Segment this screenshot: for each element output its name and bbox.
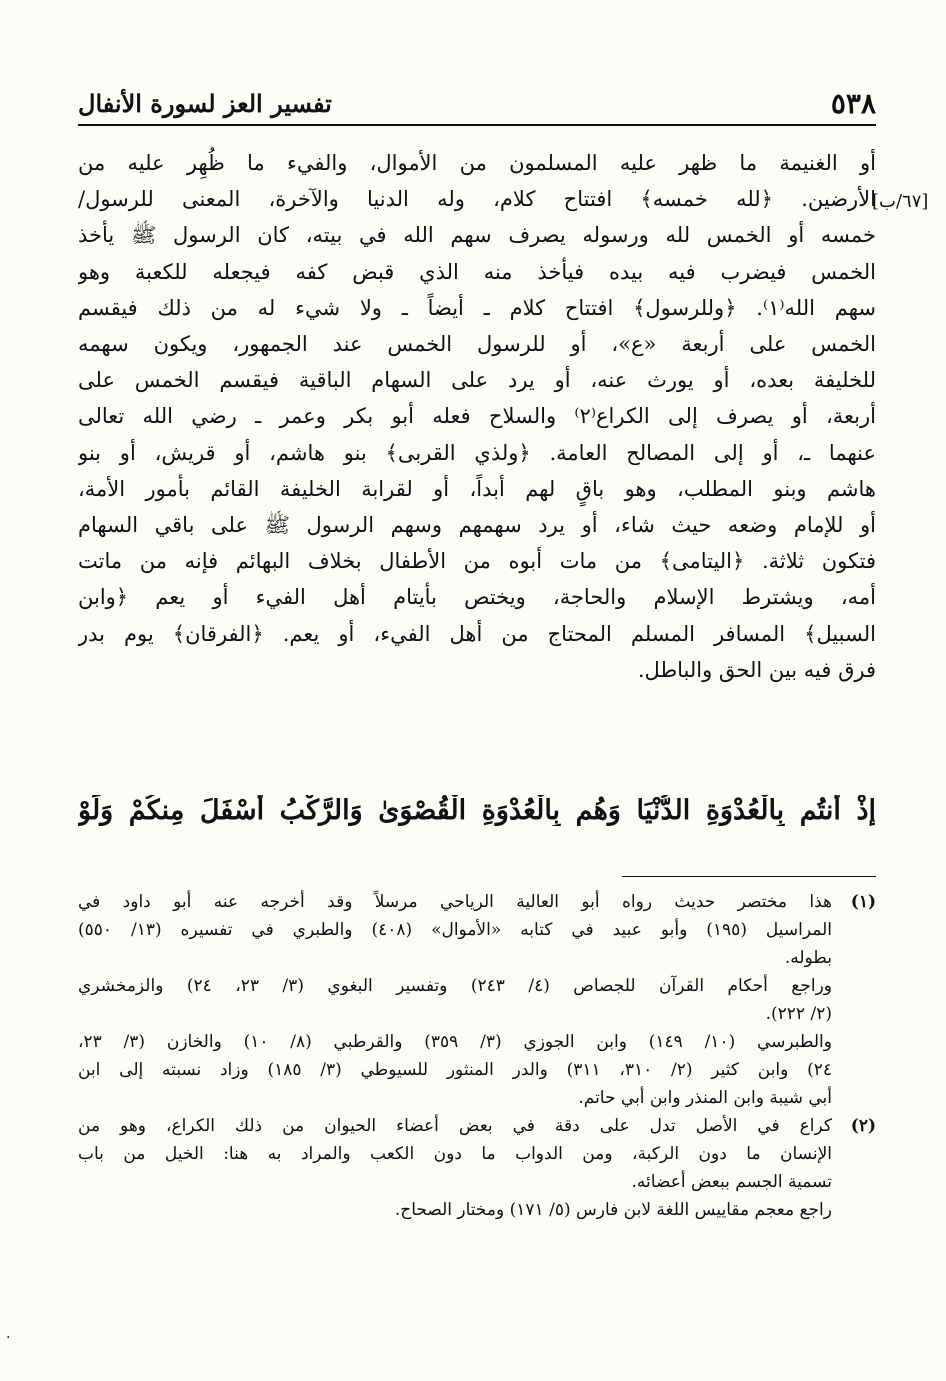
manuscript-folio-marker: [٦٧/ب] [872, 191, 929, 212]
footnote-line: (٢/ ٢٢٢). [765, 1004, 832, 1024]
footnote-line: الإنسان ما دون الركبة، ومن الدواب ما دون الكعب والمراد به هنا: الخيل من باب [78, 1144, 832, 1164]
text-line: السبيل﴾ المسافر المسلم المحتاج من أهل الفيء، أو يعم. ﴿الفرقان﴾ يوم بدر [78, 621, 876, 646]
header-divider [78, 124, 876, 126]
text-line: الخمس فيضرب فيه بيده فيأخذ منه الذي قبض كفه فيجعله للكعبة وهو [78, 259, 876, 284]
text-line: أو الغنيمة ما ظهر عليه المسلمون من الأموال، والفيء ما ظُهِر عليه من [78, 151, 876, 175]
text-line: الخمس على أربعة «ع»، أو للرسول الخمس عند الجمهور، ويكون سهمه [78, 332, 876, 357]
footnote-line: والطبرسي (١٠/ ١٤٩) وابن الجوزي (٣/ ٣٥٩) والقرطبي (٨/ ١٠) والخازن (٣/ ٢٣، [78, 1032, 832, 1052]
footnote-line: وراجع أحكام القرآن للجصاص (٤/ ٢٤٣) وتفسير البغوي (٣/ ٢٣، ٢٤) والزمخشري [78, 976, 832, 996]
text-line: أو للإمام وضعه حيث شاء، أو يرد سهمهم وسهم الرسول ﷺ على باقي السهام [78, 513, 876, 538]
footnote-line: تسمية الجسم ببعض أعضائه. [631, 1172, 832, 1192]
text-line: سهم الله⁽١⁾. ﴿وللرسول﴾ افتتاح كلام ـ أيضاً ـ ولا شيء له من ذلك فيقسم [78, 295, 876, 320]
text-line: أربعة، أو يصرف إلى الكراع⁽٢⁾ والسلاح فعله أبو بكر وعمر ـ رضي الله تعالى [78, 404, 876, 429]
text-line: أمه، ويشترط الإسلام والحاجة، ويختص بأيتام أهل الفيء أو يعم ﴿وابن [78, 585, 876, 610]
footnote [78, 888, 876, 1112]
footnote-line: أبي شيبة وابن المنذر وابن أبي حاتم. [578, 1088, 832, 1108]
footnote-line: راجع معجم مقاييس اللغة لابن فارس (٥/ ١٧١) ومختار الصحاح. [394, 1200, 832, 1220]
text-line: فتكون ثلاثة. ﴿اليتامى﴾ من مات أبوه من الأطفال بخلاف البهائم فإنه من ماتت [78, 549, 876, 574]
footnote-line: ٢٤) وابن كثير (٢/ ٣١٠، ٣١١) والدر المنثور للسيوطي (٣/ ١٨٥) وزاد نسبته إلى ابن [78, 1060, 832, 1080]
stray-mark: . [6, 1326, 11, 1342]
footnote-body [78, 1112, 832, 1224]
text-line: فرق فيه بين الحق والباطل. [637, 657, 876, 682]
footnote-body [78, 888, 832, 1112]
quran-verse: إِذْ أَنتُم بِالْعُدْوَةِ الدُّنْيَا وَهُم بِالْعُدْوَةِ الْقُصْوَىٰ وَالرَّكْبُ أَسْفَلَ مِنكُمْ وَلَوْ [78, 795, 876, 826]
text-line: عنهما ـ، أو إلى المصالح العامة. ﴿ولذي القربى﴾ بنو هاشم، أو قريش، أو بنو [78, 440, 876, 465]
footnote-line: بطوله. [784, 948, 832, 968]
footnote-line: المراسيل (١٩٥) وأبو عبيد في كتابه «الأموال» (٤٠٨) والطبري في تفسيره (١٣/ ٥٥٠) [78, 920, 832, 940]
text-line: هاشم وبنو المطلب، وهو باقٍ لهم أبداً، أو لقرابة الخليفة القائم بأمور الأمة، [78, 476, 876, 501]
footnote-line: كراع في الأصل تدل على دقة في بعض أعضاء الحيوان من ذلك الكراع، وهو من [78, 1116, 832, 1136]
text-line: الأرضين. ﴿لله خمسه﴾ افتتاح كلام، وله الدنيا والآخرة، المعنى للرسول/ [78, 187, 876, 212]
main-text [78, 145, 876, 688]
footnote [78, 1112, 876, 1224]
footnote-line: هذا مختصر حديث رواه أبو العالية الرياحي مرسلاً وقد أخرجه عنه أبو داود في [78, 892, 832, 912]
running-title: تفسير العز لسورة الأنفال [78, 88, 332, 118]
footnote-number: (١) [850, 892, 876, 912]
text-line: خمسه أو الخمس لله ورسوله يصرف سهم الله في بيته، كان الرسول ﷺ يأخذ [78, 223, 876, 248]
footnote-divider [622, 876, 876, 877]
page-number: ٥٣٨ [830, 86, 876, 120]
footnotes [78, 888, 876, 1224]
page-header [78, 88, 876, 118]
text-line: للخليفة بعده، أو يورث عنه، أو يرد على السهام الباقية فيقسم الخمس على [78, 368, 876, 393]
footnote-number: (٢) [850, 1116, 876, 1136]
